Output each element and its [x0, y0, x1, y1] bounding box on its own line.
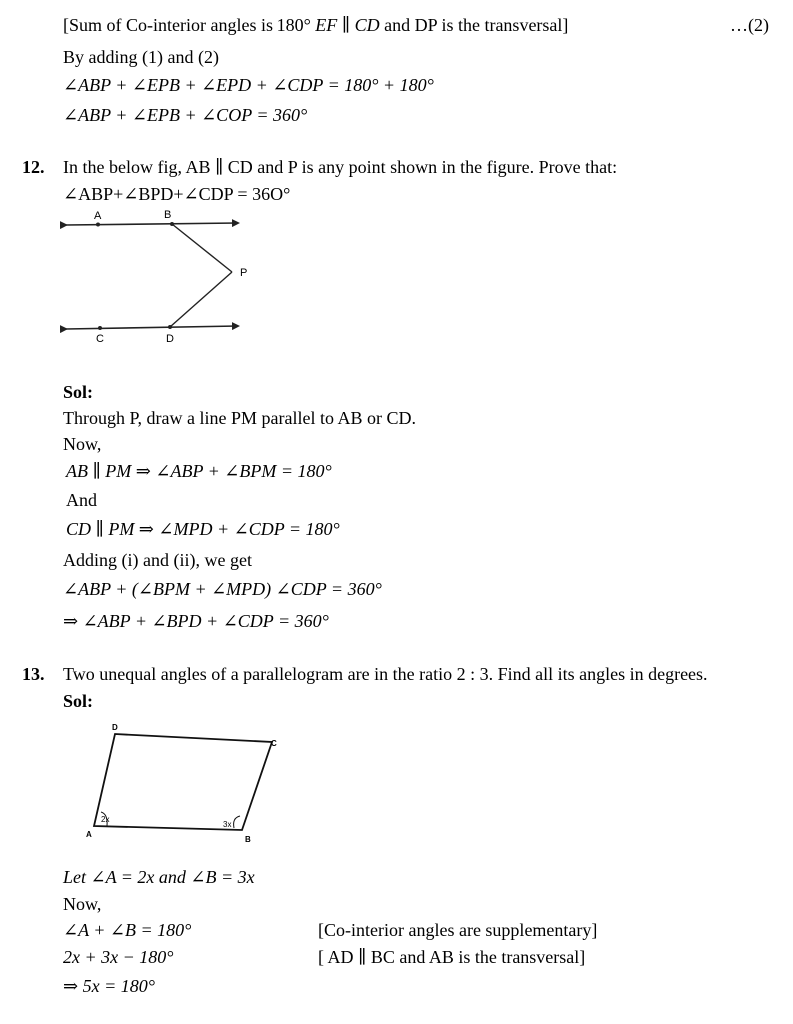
- continuation-line-1: [63, 14, 568, 36]
- point-d: [168, 325, 172, 329]
- q13-parallelogram-figure: [82, 722, 292, 852]
- angle-mark-b: [234, 816, 240, 828]
- q12-sol-line-5: CD ∥ PM ⇒ ∠MPD + ∠CDP = 180°: [66, 519, 340, 539]
- q12-sol-line-6: Adding (i) and (ii), we get: [63, 550, 252, 570]
- continuation-equation-2: ∠ABP + ∠EPB + ∠COP = 360°: [63, 105, 308, 125]
- q13-sol-label: Sol:: [63, 691, 94, 711]
- label-a: A: [94, 210, 102, 222]
- line-cd: [66, 326, 238, 329]
- line-ab: [66, 223, 238, 225]
- q12-number: 12.: [22, 157, 45, 177]
- equation-ref-2: …(2): [730, 15, 769, 35]
- q13-sol-line-1: Let ∠A = 2x and ∠B = 3x: [63, 867, 255, 887]
- q12-statement: ∠ABP+∠BPD+∠CDP = 36O°: [63, 184, 291, 204]
- q13-sol-line-3: ∠A + ∠B = 180°: [63, 920, 192, 940]
- label-c: C: [96, 333, 104, 345]
- label-a: A: [86, 830, 92, 839]
- math-cd: CD: [354, 15, 380, 35]
- angle-b-value: 3x: [223, 820, 232, 829]
- q12-sol-line-4: And: [66, 490, 97, 510]
- point-a: [96, 223, 100, 227]
- q13-sol-line-5: ⇒ 5x = 180°: [63, 976, 155, 996]
- label-d: D: [112, 723, 118, 732]
- math-ef: EF: [315, 15, 338, 35]
- q13-sol-reason-1: [Co-interior angles are supplementary]: [318, 920, 598, 940]
- continuation-text-rest: and DP is the transversal]: [379, 15, 569, 35]
- continuation-text: [Sum of Co-interior angles is 180°: [63, 15, 316, 35]
- angle-a-value: 2x: [101, 815, 110, 824]
- label-p: P: [240, 267, 248, 279]
- q13-number: 13.: [22, 664, 45, 684]
- continuation-equation-1: ∠ABP + ∠EPB + ∠EPD + ∠CDP = 180° + 180°: [63, 75, 434, 95]
- q12-sol-line-7: ∠ABP + (∠BPM + ∠MPD) ∠CDP = 360°: [63, 579, 382, 599]
- segment-bp: [172, 224, 232, 272]
- point-b: [170, 222, 174, 226]
- q13-sol-line-4: 2x + 3x − 180°: [63, 947, 174, 967]
- q12-sol-line-3: AB ∥ PM ⇒ ∠ABP + ∠BPM = 180°: [66, 461, 332, 481]
- label-d: D: [166, 333, 174, 345]
- q12-question: In the below fig, AB ∥ CD and P is any point shown in the figure. Prove that:: [63, 157, 618, 177]
- q12-sol-line-1: Through P, draw a line PM parallel to AB or CD.: [63, 408, 416, 428]
- point-c: [98, 326, 102, 330]
- label-c: C: [271, 739, 277, 748]
- q12-figure: [60, 206, 250, 346]
- label-b: B: [164, 209, 172, 221]
- parallelogram-abcd: [94, 734, 272, 830]
- q13-sol-reason-2: [ AD ∥ BC and AB is the transversal]: [318, 947, 586, 967]
- parallel-symbol: ∥: [337, 15, 355, 35]
- q12-sol-line-8: ⇒ ∠ABP + ∠BPD + ∠CDP = 360°: [63, 611, 329, 631]
- q12-sol-label: Sol:: [63, 382, 94, 402]
- q12-sol-line-2: Now,: [63, 434, 102, 454]
- continuation-line-2: By adding (1) and (2): [63, 47, 219, 67]
- q13-sol-line-2: Now,: [63, 894, 102, 914]
- q13-question: Two unequal angles of a parallelogram are in the ratio 2 : 3. Find all its angles in degrees.: [63, 664, 708, 684]
- label-b: B: [245, 835, 251, 844]
- segment-pd: [170, 272, 232, 327]
